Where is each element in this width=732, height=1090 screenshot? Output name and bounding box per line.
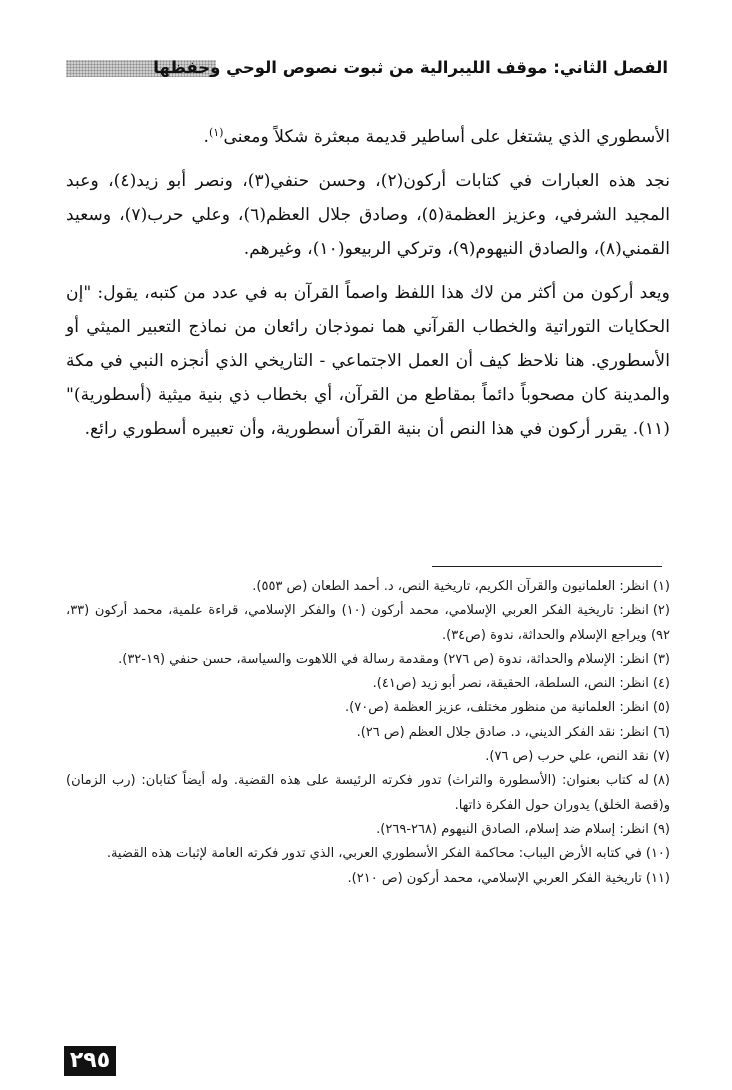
footnote-item xyxy=(66,867,670,891)
footnote-number: (٩) xyxy=(652,821,670,837)
footnote-text: انظر: الإسلام والحداثة، ندوة (ص ٢٧٦) ومقدمة رسالة في اللاهوت والسياسة، حسن حنفي (١٩-٣٢). xyxy=(118,651,649,667)
footnote-item xyxy=(66,721,670,745)
footnote-item xyxy=(66,745,670,769)
footnote-text: له كتاب بعنوان: (الأسطورة والتراث) تدور فكرته الرئيسة على هذه القضية. وله أيضاً كتابان: (رب الزمان) و(قصة الخلق) يدوران حول الفكرة ذاتها. xyxy=(66,773,670,813)
footnote-number: (٦) xyxy=(652,724,670,740)
footnote-marker: (١) xyxy=(208,126,224,139)
footnote-item xyxy=(66,575,670,599)
paragraph-text: ويعد أركون من أكثر من لاك هذا اللفظ واصماً القرآن به في عدد من كتبه، يقول: "إن الحكايات التوراتية والخطاب القرآني هما نموذجان رائعان من نماذج التعبير الميثي أو الأسطوري. هنا نلاحظ كيف أن العمل الاجتماعي - التاريخي الذي أنجزه النبي في مكة والمدينة كان مصحوباً دائماً بمقاطع من القرآن، أي بخطاب ذي بنية ميثية (أسطورية)"(١١). يقرر أركون في هذا النص أن بنية القرآن أسطورية، وأن تعبيره أسطوري رائع. xyxy=(66,283,670,439)
footnote-separator xyxy=(432,566,662,567)
footnote-number: (١١) xyxy=(645,870,670,886)
footnote-item xyxy=(66,672,670,696)
footnote-number: (٤) xyxy=(652,676,670,692)
footnote-number: (٨) xyxy=(652,773,670,789)
paragraph-text: الأسطوري الذي يشتغل على أساطير قديمة مبعثرة شكلاً ومعنى xyxy=(223,127,670,147)
footnote-text: انظر: إسلام ضد إسلام، الصادق النيهوم (٢٦٨-٢٦٩). xyxy=(376,821,649,837)
chapter-title: الفصل الثاني: موقف الليبرالية من ثبوت نصوص الوحي وحفظها xyxy=(153,58,668,77)
footnote-text: انظر: تاريخية الفكر العربي الإسلامي، محمد أركون (١٠) والفكر الإسلامي، قراءة علمية، محمد أركون (٣٣، ٩٢) ويراجع الإسلام والحداثة، ندوة (ص٣٤). xyxy=(66,603,670,643)
footnote-number: (٢) xyxy=(652,603,670,619)
footnote-text: انظر: النص، السلطة، الحقيقة، نصر أبو زيد (ص٤١). xyxy=(372,676,649,692)
running-header xyxy=(66,54,668,84)
footnote-item xyxy=(66,818,670,842)
footnote-number: (١٠) xyxy=(645,846,670,862)
footnote-item xyxy=(66,769,670,818)
footnote-item xyxy=(66,599,670,648)
page-number: ٢٩٥ xyxy=(64,1046,116,1076)
footnote-item xyxy=(66,648,670,672)
footnote-number: (٣) xyxy=(652,651,670,667)
body-paragraph xyxy=(66,276,670,446)
footnote-text: انظر: نقد الفكر الديني، د. صادق جلال العظم (ص ٢٦). xyxy=(356,724,649,740)
footnote-text: في كتابه الأرض اليباب: محاكمة الفكر الأسطوري العربي، الذي تدور فكرته العامة لإثبات هذه القضية. xyxy=(106,846,642,862)
paragraph-tail: . xyxy=(203,127,209,147)
footnote-number: (٧) xyxy=(652,749,670,765)
footnotes-section xyxy=(66,575,670,891)
body-paragraph xyxy=(66,120,670,154)
footnote-text: تاريخية الفكر العربي الإسلامي، محمد أركون (ص ٢١٠). xyxy=(347,870,642,886)
footnote-text: نقد النص، علي حرب (ص ٧٦). xyxy=(485,749,649,765)
footnote-number: (٥) xyxy=(652,700,670,716)
footnote-text: انظر: العلمانية من منظور مختلف، عزيز العظمة (ص٧٠). xyxy=(345,700,649,716)
footnote-item xyxy=(66,696,670,720)
main-text xyxy=(66,120,670,446)
paragraph-text: نجد هذه العبارات في كتابات أركون(٢)، وحسن حنفي(٣)، ونصر أبو زيد(٤)، وعبد المجيد الشرفي، وعزيز العظمة(٥)، وصادق جلال العظم(٦)، وعلي حرب(٧)، وسعيد القمني(٨)، والصادق النيهوم(٩)، وتركي الربيعو(١٠)، وغيرهم. xyxy=(66,171,670,259)
footnote-text: انظر: العلمانيون والقرآن الكريم، تاريخية النص، د. أحمد الطعان (ص ٥٥٣). xyxy=(252,579,649,594)
footnote-number: (١) xyxy=(652,579,670,594)
body-paragraph xyxy=(66,164,670,266)
footnote-item xyxy=(66,842,670,866)
